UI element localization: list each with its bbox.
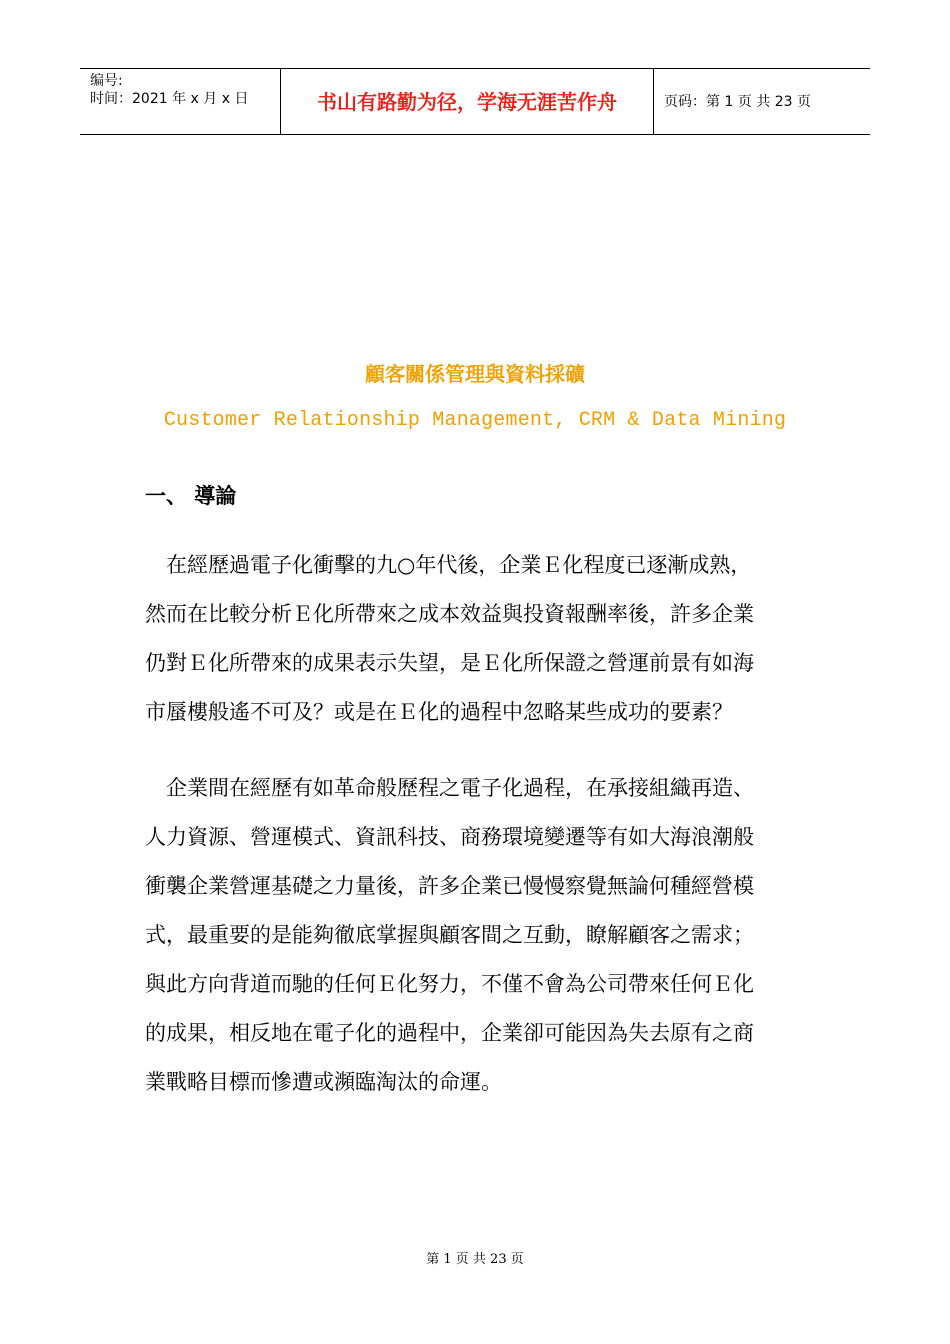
document-title-chinese: 顧客關係管理與資料採礦 — [365, 362, 585, 386]
time-label: 时间：2021 年 x 月 x 日 — [90, 91, 249, 107]
paragraph-line: 式，最重要的是能夠徹底掌握與顧客間之互動，瞭解顧客之需求； — [145, 923, 754, 947]
paragraph-line: 在經歷過電子化衝擊的九○年代後，企業Ｅ化程度已逐漸成熟， — [145, 553, 752, 577]
header-page-info: 页码：第 1 页 共 23 页 — [664, 94, 811, 110]
paragraph-line: 人力資源、營運模式、資訊科技、商務環境變遷等有如大海浪潮般 — [145, 825, 754, 849]
section-heading: 一、 導論 — [145, 484, 237, 508]
paragraph-line: 企業間在經歷有如革命般歷程之電子化過程，在承接組織再造、 — [145, 776, 754, 800]
paragraph-line: 仍對Ｅ化所帶來的成果表示失望，是Ｅ化所保證之營運前景有如海 — [145, 651, 754, 675]
page-footer: 第 1 页 共 23 页 — [426, 1252, 524, 1267]
paragraph-line: 的成果，相反地在電子化的過程中，企業卻可能因為失去原有之商 — [145, 1021, 754, 1045]
document-header — [80, 68, 870, 135]
paragraph-line: 業戰略目標而慘遭或瀕臨淘汰的命運。 — [145, 1070, 502, 1094]
paragraph-line: 市蜃樓般遙不可及？或是在Ｅ化的過程中忽略某些成功的要素？ — [145, 700, 733, 724]
paragraph-line: 與此方向背道而馳的任何Ｅ化努力，不僅不會為公司帶來任何Ｅ化 — [145, 972, 754, 996]
paragraph-2 — [145, 771, 805, 1114]
header-meta — [80, 69, 281, 134]
document-title-english: Customer Relationship Management, CRM & Data Mining — [163, 409, 787, 432]
paragraph-line: 衝襲企業營運基礎之力量後，許多企業已慢慢察覺無論何種經營模 — [145, 874, 754, 898]
paragraph-1 — [145, 548, 805, 744]
number-label: 编号: — [90, 73, 123, 89]
header-motto: 书山有路勤为径，学海无涯苦作舟 — [281, 69, 654, 134]
paragraph-line: 然而在比較分析Ｅ化所帶來之成本效益與投資報酬率後，許多企業 — [145, 602, 754, 626]
